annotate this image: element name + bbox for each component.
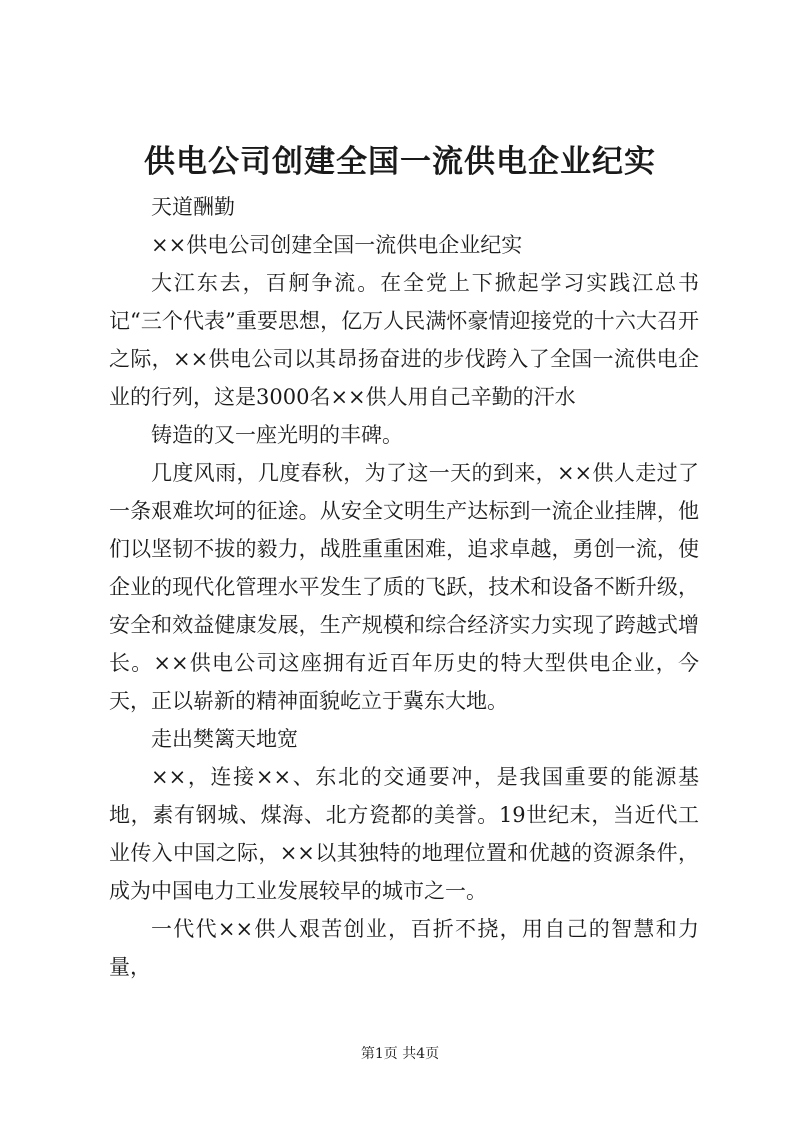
document-body [109,188,699,986]
paragraph: ××，连接××、东北的交通要冲，是我国重要的能源基地，素有钢城、煤海、北方瓷都的美誉。19世纪末，当近代工业传入中国之际，××以其独特的地理位置和优越的资源条件，成为中国电力工业发展较早的城市之一。 [109,765,699,903]
paragraph-subtitle: ××供电公司创建全国一流供电企业纪实 [151,233,523,257]
paragraph-section-heading: 走出樊篱天地宽 [151,727,298,751]
paragraph: 大江东去，百舸争流。在全党上下掀起学习实践江总书记“三个代表”重要思想，亿万人民满怀豪情迎接党的十六大召开之际，××供电公司以其昂扬奋进的步伐跨入了全国一流供电企业的行列，这是3000名××供人用自己辛勤的汗水 [109,271,699,409]
paragraph: 一代代××供人艰苦创业，百折不挠，用自己的智慧和力量， [109,917,699,979]
paragraph: 几度风雨，几度春秋，为了这一天的到来，××供人走过了一条艰难坎坷的征途。从安全文明生产达标到一流企业挂牌，他们以坚韧不拔的毅力，战胜重重困难，追求卓越，勇创一流，使企业的现代化管理水平发生了质的飞跃，技术和设备不断升级，安全和效益健康发展，生产规模和综合经济实力实现了跨越式增长。××供电公司这座拥有近百年历史的特大型供电企业，今天，正以崭新的精神面貌屹立于冀东大地。 [109,461,699,713]
document-title: 供电公司创建全国一流供电企业纪实 [144,144,656,180]
paragraph: 铸造的又一座光明的丰碑。 [151,423,403,447]
page-number-footer: 第1页 共4页 [360,1046,440,1062]
paragraph-subheading: 天道酬勤 [151,195,235,219]
